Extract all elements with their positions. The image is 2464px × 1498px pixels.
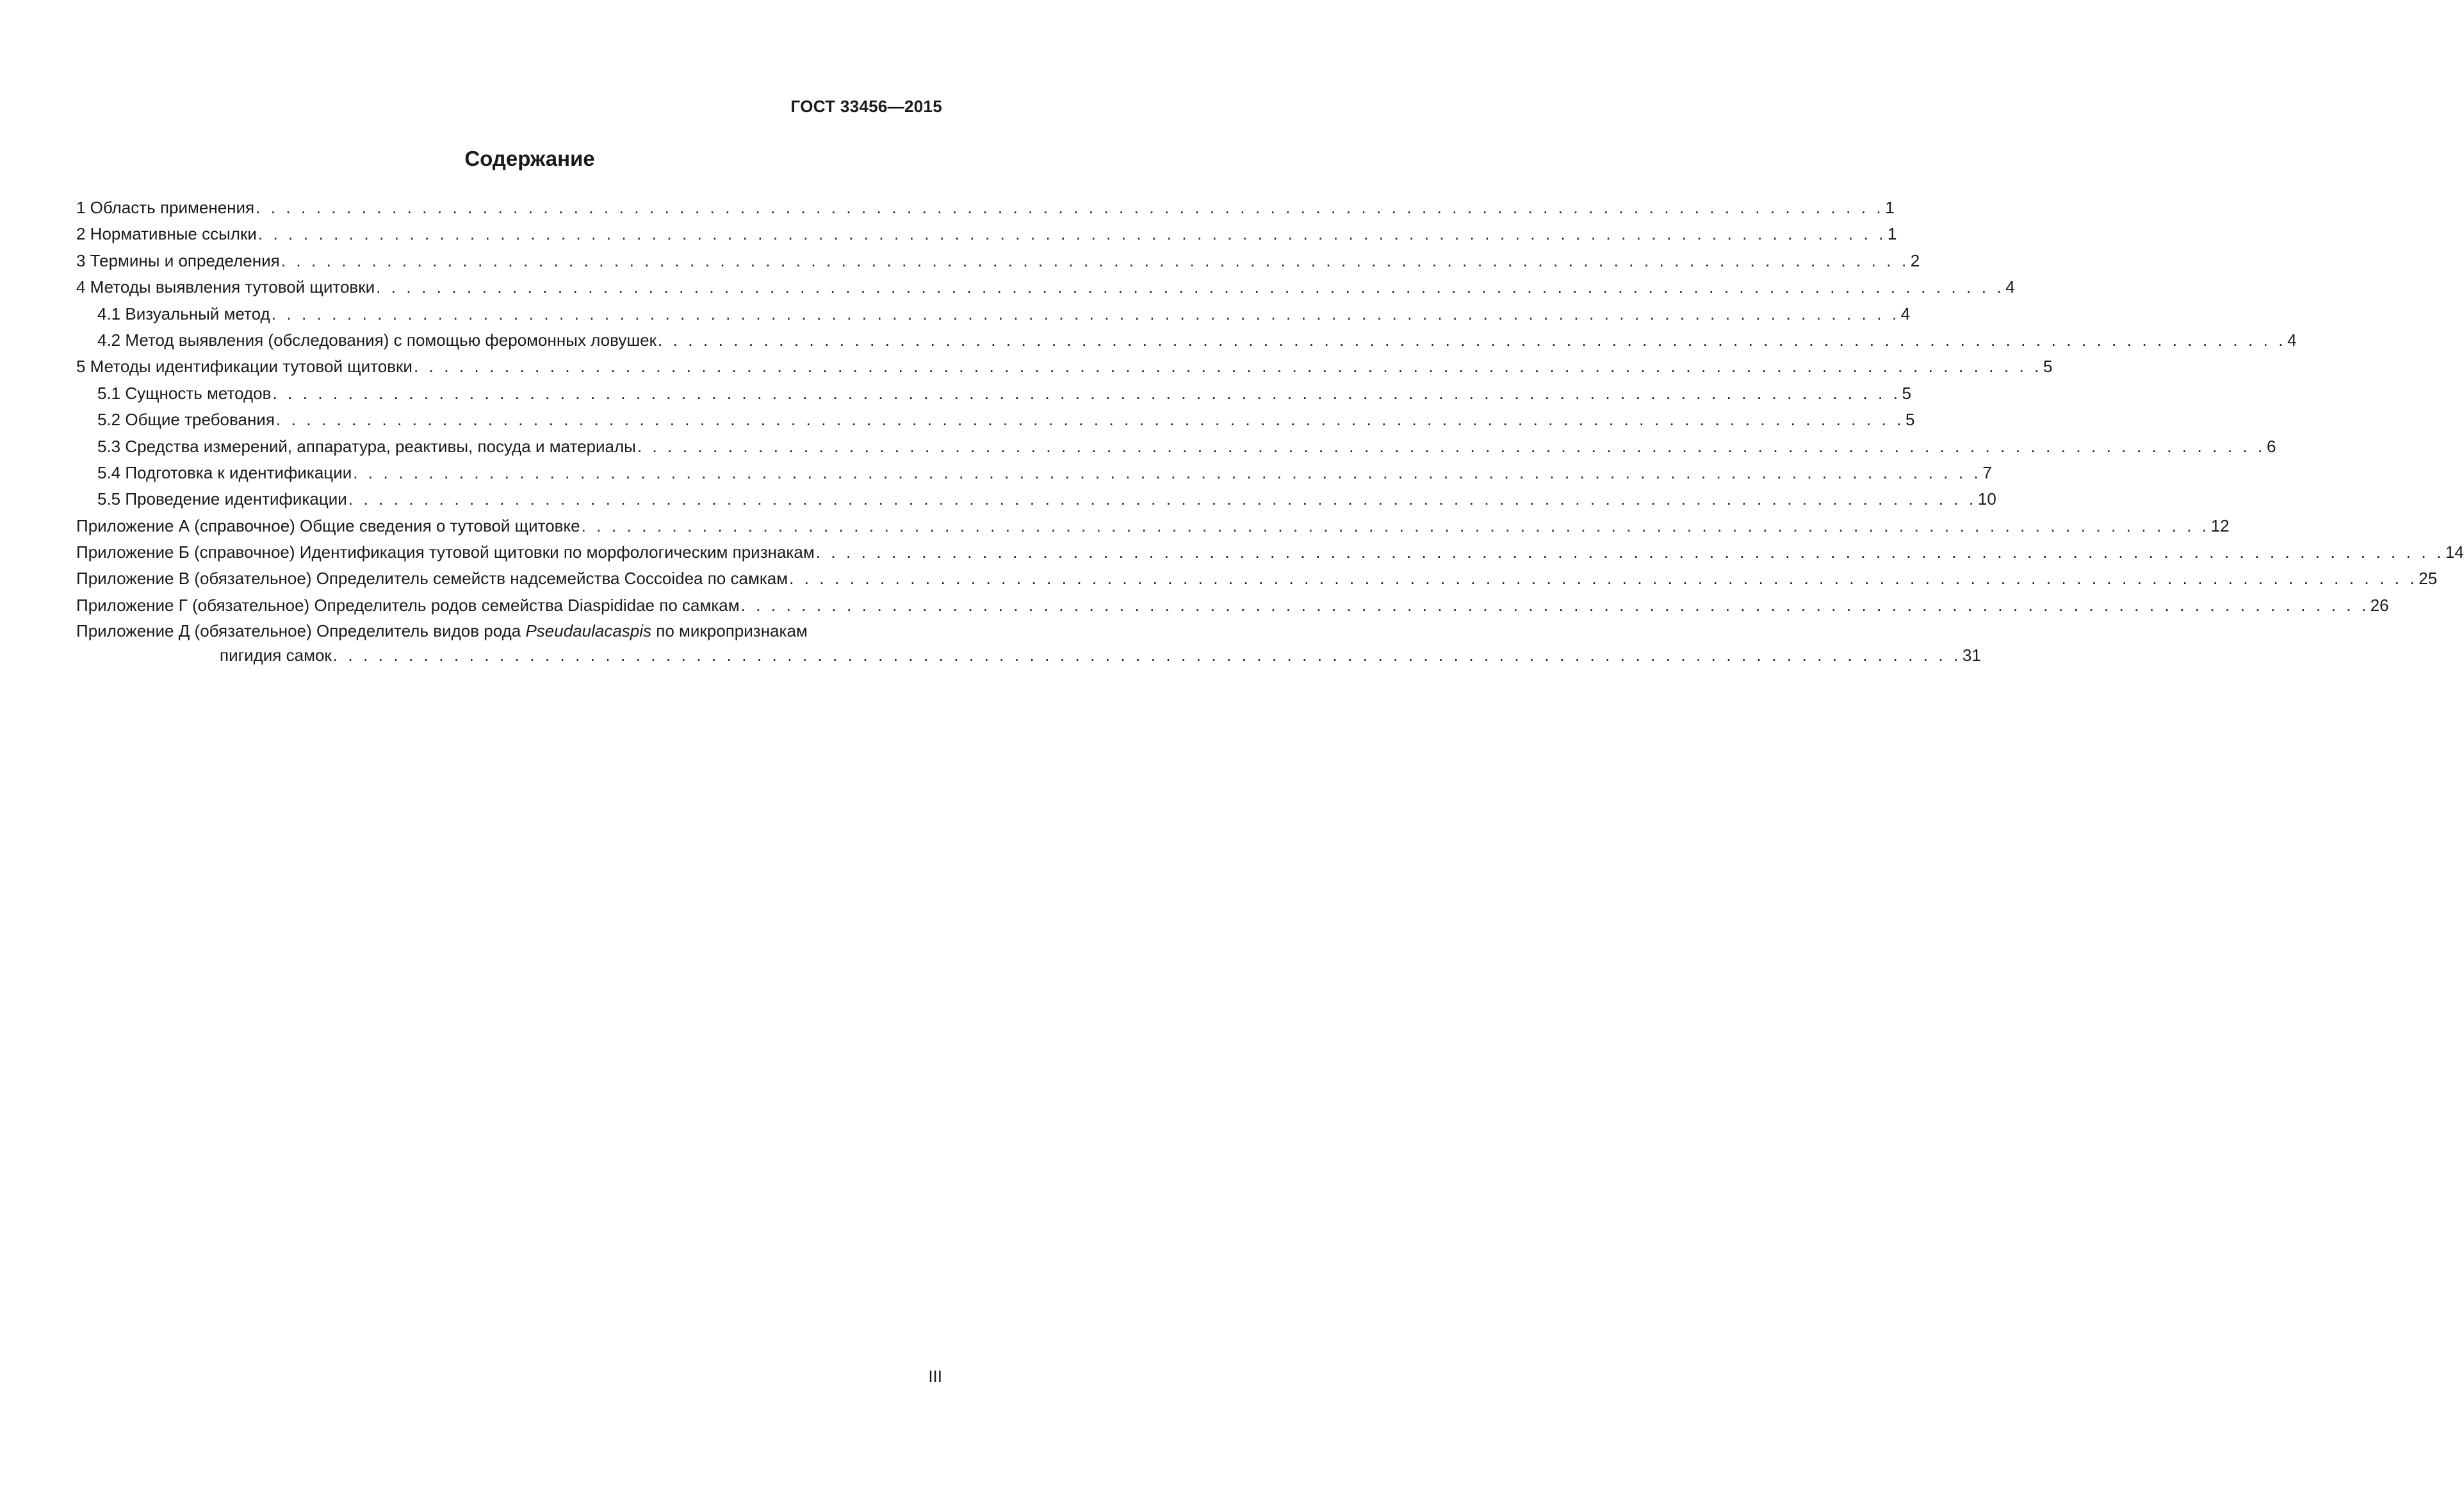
toc-entry-label: 4 Методы выявления тутовой щитовки — [76, 277, 375, 297]
toc-entry-page: 26 — [2370, 595, 2389, 615]
toc-entry-label: 5.1 Сущность методов — [97, 383, 272, 403]
toc-entry-page: 25 — [2419, 569, 2438, 589]
toc-entry-page: 4 — [2005, 277, 2015, 297]
toc-entry-label: 5.2 Общие требования — [97, 410, 275, 430]
toc-dot-leader: . . . . . . . . . . . . . . . . . . . . . . . . . . . . . . . . . . . . . . . . . . . . . . . . . . . . . . . . . . . . . . . . . . . . . . . . . . . . . . . . . . . . . . . . . . . . . . . . . . . . . . . . . . . . — [353, 462, 1982, 482]
toc-entry-label: Приложение А (справочное) Общие сведения о тутовой щитовке — [76, 516, 580, 535]
toc-dot-leader: . . . . . . . . . . . . . . . . . . . . . . . . . . . . . . . . . . . . . . . . . . . . . . . . . . . . . . . . . . . . . . . . . . . . . . . . . . . . . . . . . . . . . . . . . . . . . . . . . . . . . . . . . . . . — [281, 250, 1909, 270]
toc-dot-leader: . . . . . . . . . . . . . . . . . . . . . . . . . . . . . . . . . . . . . . . . . . . . . . . . . . . . . . . . . . . . . . . . . . . . . . . . . . . . . . . . . . . . . . . . . . . . . . . . . . . . . . . . . . . . — [332, 646, 1961, 665]
toc-entry[interactable] — [76, 327, 2297, 354]
toc-dot-leader: . . . . . . . . . . . . . . . . . . . . . . . . . . . . . . . . . . . . . . . . . . . . . . . . . . . . . . . . . . . . . . . . . . . . . . . . . . . . . . . . . . . . . . . . . . . . . . . . . . . . . . . . . . . . — [789, 569, 2418, 589]
toc-dot-leader: . . . . . . . . . . . . . . . . . . . . . . . . . . . . . . . . . . . . . . . . . . . . . . . . . . . . . . . . . . . . . . . . . . . . . . . . . . . . . . . . . . . . . . . . . . . . . . . . . . . . . . . . . . . . — [348, 489, 1977, 509]
toc-entry-label: 4.2 Метод выявления (обследования) с помощью феромонных ловушек — [97, 330, 657, 350]
toc-entry-label-line2 — [76, 643, 1981, 667]
toc-entry[interactable] — [76, 195, 1895, 221]
toc-entry-label: 3 Термины и определения — [76, 250, 280, 270]
toc-entry-page: 12 — [2210, 516, 2230, 535]
toc-dot-leader: . . . . . . . . . . . . . . . . . . . . . . . . . . . . . . . . . . . . . . . . . . . . . . . . . . . . . . . . . . . . . . . . . . . . . . . . . . . . . . . . . . . . . . . . . . . . . . . . . . . . . . . . . . . . — [581, 516, 2210, 535]
toc-entry-label: 5.4 Подготовка к идентификации — [97, 462, 352, 482]
toc-entry[interactable] — [76, 539, 2464, 566]
toc-entry-page: 1 — [1885, 198, 1895, 217]
toc-dot-leader: . . . . . . . . . . . . . . . . . . . . . . . . . . . . . . . . . . . . . . . . . . . . . . . . . . . . . . . . . . . . . . . . . . . . . . . . . . . . . . . . . . . . . . . . . . . . . . . . . . . . . . . . . . . . — [413, 357, 2043, 377]
toc-entry-page: 5 — [1902, 383, 1912, 403]
toc-entry-label: Приложение Б (справочное) Идентификация тутовой щитовки по морфологическим признакам — [76, 542, 815, 562]
toc-dot-leader: . . . . . . . . . . . . . . . . . . . . . . . . . . . . . . . . . . . . . . . . . . . . . . . . . . . . . . . . . . . . . . . . . . . . . . . . . . . . . . . . . . . . . . . . . . . . . . . . . . . . . . . . . . . . — [376, 277, 2005, 297]
toc-entry-label-part: Приложение Д (обязательное) Определитель видов рода — [76, 621, 526, 641]
toc-entry-label: 5 Методы идентификации тутовой щитовки — [76, 357, 412, 377]
toc-entry-label: 2 Нормативные ссылки — [76, 224, 257, 244]
page-title: Содержание — [464, 147, 595, 170]
toc-entry-label: пигидия самок — [220, 646, 332, 665]
toc-entry-page: 5 — [1905, 410, 1915, 430]
toc-entry-label: 5.5 Проведение идентификации — [97, 489, 347, 509]
toc-entry[interactable] — [76, 354, 2053, 380]
toc-entry[interactable] — [76, 566, 2438, 592]
toc-dot-leader: . . . . . . . . . . . . . . . . . . . . . . . . . . . . . . . . . . . . . . . . . . . . . . . . . . . . . . . . . . . . . . . . . . . . . . . . . . . . . . . . . . . . . . . . . . . . . . . . . . . . . . . . . . . . — [740, 595, 2369, 615]
table-of-contents — [76, 195, 2464, 667]
toc-entry[interactable] — [76, 513, 2230, 539]
toc-entry-page: 7 — [1982, 462, 1992, 482]
page-number: III — [928, 1367, 942, 1386]
toc-entry-page: 31 — [1962, 646, 1981, 665]
toc-entry[interactable] — [76, 407, 1915, 433]
toc-entry[interactable] — [76, 380, 1912, 407]
toc-entry[interactable] — [76, 592, 2389, 619]
toc-entry-page: 4 — [2287, 330, 2297, 350]
document-id-header: ГОСТ 33456—2015 — [790, 97, 942, 116]
toc-entry[interactable] — [76, 248, 1920, 274]
toc-entry-label-line1 — [76, 619, 934, 643]
toc-entry-label-italic: Pseudaulacaspis — [525, 621, 652, 641]
toc-entry[interactable] — [76, 434, 2276, 460]
toc-entry-page: 6 — [2266, 436, 2276, 456]
toc-entry[interactable] — [76, 486, 1996, 512]
toc-entry-label: 5.3 Средства измерений, аппаратура, реактивы, посуда и материалы — [97, 436, 636, 456]
toc-dot-leader: . . . . . . . . . . . . . . . . . . . . . . . . . . . . . . . . . . . . . . . . . . . . . . . . . . . . . . . . . . . . . . . . . . . . . . . . . . . . . . . . . . . . . . . . . . . . . . . . . . . . . . . . . . . . — [637, 436, 2265, 456]
toc-dot-leader: . . . . . . . . . . . . . . . . . . . . . . . . . . . . . . . . . . . . . . . . . . . . . . . . . . . . . . . . . . . . . . . . . . . . . . . . . . . . . . . . . . . . . . . . . . . . . . . . . . . . . . . . . . . . — [271, 304, 1900, 323]
toc-dot-leader: . . . . . . . . . . . . . . . . . . . . . . . . . . . . . . . . . . . . . . . . . . . . . . . . . . . . . . . . . . . . . . . . . . . . . . . . . . . . . . . . . . . . . . . . . . . . . . . . . . . . . . . . . . . . — [272, 383, 1901, 403]
toc-entry-label: Приложение В (обязательное) Определитель семейств надсемейства Coccoidea по самкам — [76, 569, 788, 589]
toc-dot-leader: . . . . . . . . . . . . . . . . . . . . . . . . . . . . . . . . . . . . . . . . . . . . . . . . . . . . . . . . . . . . . . . . . . . . . . . . . . . . . . . . . . . . . . . . . . . . . . . . . . . . . . . . . . . . — [256, 198, 1884, 217]
toc-entry-label: Приложение Г (обязательное) Определитель родов семейства Diaspididae по самкам — [76, 595, 740, 615]
toc-entry[interactable] — [76, 274, 2015, 300]
toc-entry-label-part: по микропризнакам — [651, 621, 808, 641]
toc-entry-page: 14 — [2445, 542, 2464, 562]
toc-entry-label: 1 Область применения — [76, 198, 255, 217]
toc-dot-leader: . . . . . . . . . . . . . . . . . . . . . . . . . . . . . . . . . . . . . . . . . . . . . . . . . . . . . . . . . . . . . . . . . . . . . . . . . . . . . . . . . . . . . . . . . . . . . . . . . . . . . . . . . . . . — [275, 410, 1905, 430]
toc-dot-leader: . . . . . . . . . . . . . . . . . . . . . . . . . . . . . . . . . . . . . . . . . . . . . . . . . . . . . . . . . . . . . . . . . . . . . . . . . . . . . . . . . . . . . . . . . . . . . . . . . . . . . . . . . . . . — [658, 330, 2287, 350]
toc-entry[interactable] — [76, 460, 1992, 486]
toc-dot-leader: . . . . . . . . . . . . . . . . . . . . . . . . . . . . . . . . . . . . . . . . . . . . . . . . . . . . . . . . . . . . . . . . . . . . . . . . . . . . . . . . . . . . . . . . . . . . . . . . . . . . . . . . . . . . — [815, 542, 2444, 562]
toc-entry-page: 4 — [1900, 304, 1911, 323]
toc-entry[interactable] — [76, 619, 1981, 667]
toc-entry[interactable] — [76, 301, 1911, 327]
toc-entry[interactable] — [76, 221, 1897, 247]
toc-entry-page: 10 — [1977, 489, 1996, 509]
toc-entry-page: 1 — [1887, 224, 1897, 244]
toc-entry-page: 5 — [2043, 357, 2053, 377]
toc-dot-leader: . . . . . . . . . . . . . . . . . . . . . . . . . . . . . . . . . . . . . . . . . . . . . . . . . . . . . . . . . . . . . . . . . . . . . . . . . . . . . . . . . . . . . . . . . . . . . . . . . . . . . . . . . . . . — [257, 224, 1886, 244]
toc-entry-label: 4.1 Визуальный метод — [97, 304, 270, 323]
toc-entry-page: 2 — [1910, 250, 1920, 270]
